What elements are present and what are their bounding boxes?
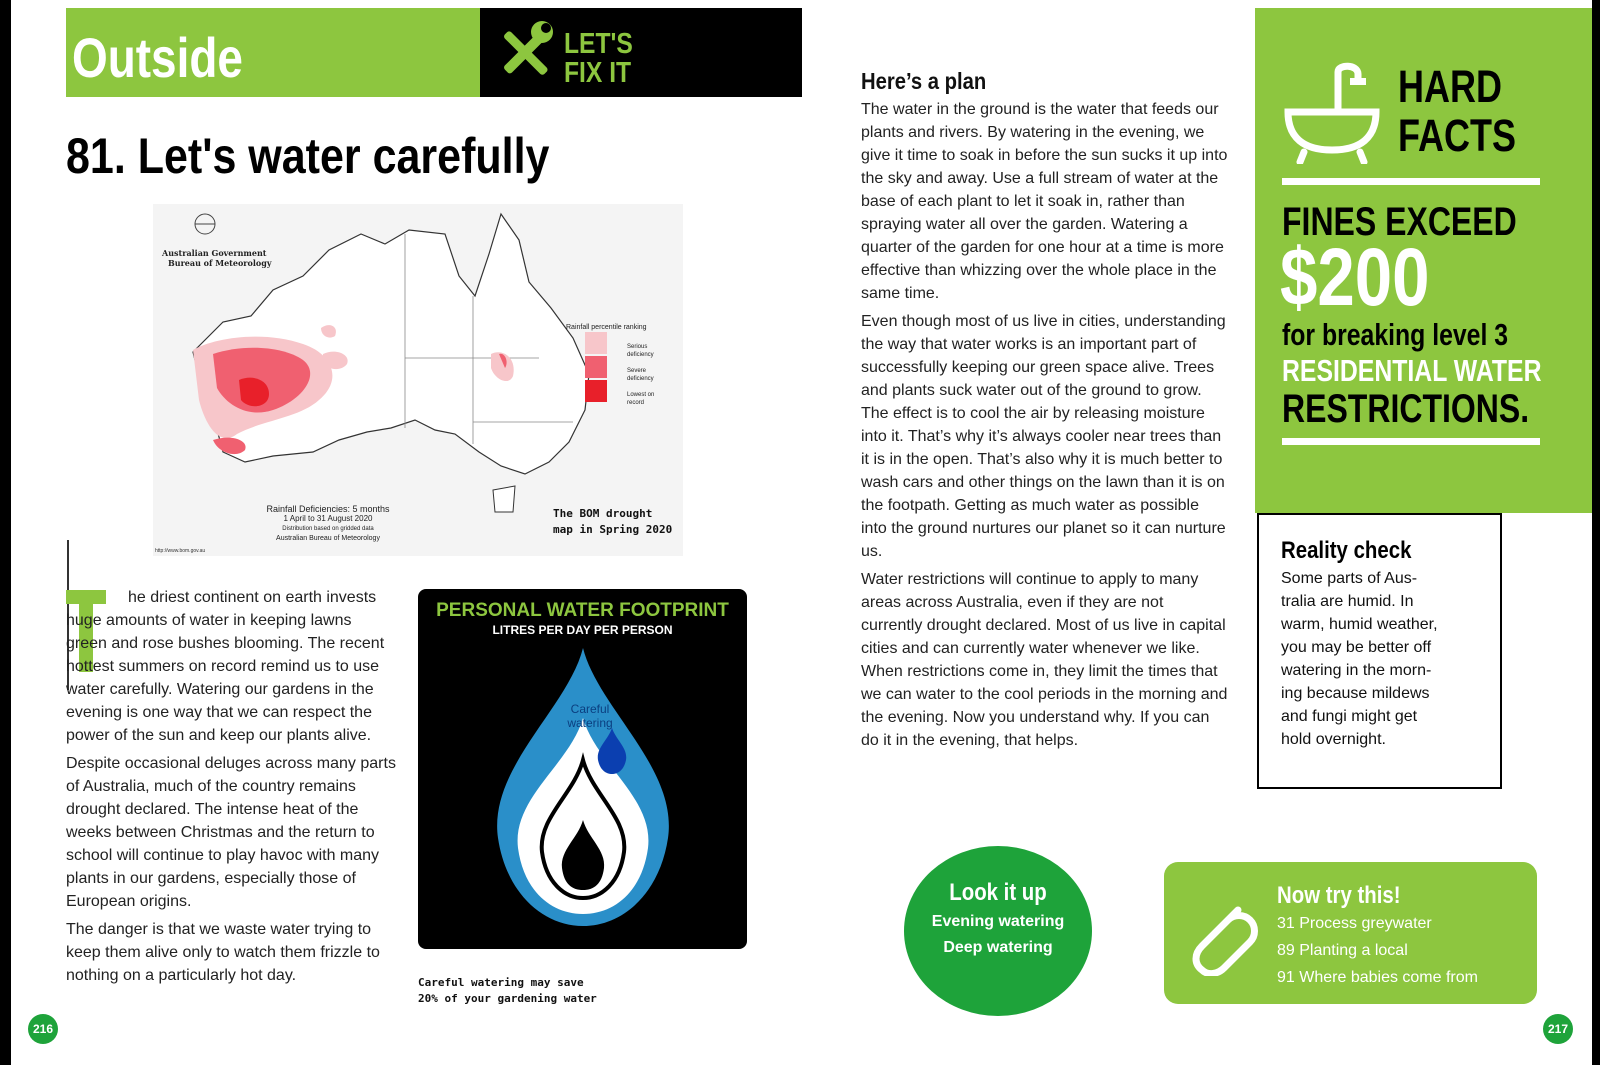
reality-check-heading: Reality check bbox=[1281, 537, 1412, 564]
legend-item-severe: Severe deficiency bbox=[627, 368, 654, 382]
fine-amount: $200 bbox=[1280, 232, 1430, 323]
lets-label: LET'S bbox=[564, 28, 633, 60]
map-legend-title: Rainfall percentile ranking bbox=[566, 324, 647, 331]
reality-check-text: Some parts of Aus- tralia are humid. In warm, humid weather, you may be better off watering in the morn- ing because mildews and fungi might get hold overnight. bbox=[1281, 570, 1438, 748]
poster-title: PERSONAL WATER FOOTPRINT bbox=[436, 600, 729, 621]
map-url: http://www.bom.gov.au bbox=[155, 548, 206, 554]
plan-heading: Here’s a plan bbox=[861, 68, 987, 94]
water-drop-graphic bbox=[488, 648, 678, 928]
page-number-right: 217 bbox=[1543, 1014, 1573, 1044]
level-3-text: for breaking level 3 bbox=[1282, 317, 1509, 352]
look-it-up-heading: Look it up bbox=[949, 879, 1047, 906]
poster-caption: Careful watering may save 20% of your gardening water bbox=[418, 976, 597, 1005]
now-try-this-content bbox=[1277, 882, 1478, 991]
page-number-left: 216 bbox=[28, 1014, 58, 1044]
try-this-link[interactable]: 91 Where babies come from bbox=[1277, 969, 1478, 986]
hard-facts-rule-top bbox=[1282, 178, 1540, 185]
plan-paragraph-3: Water restrictions will continue to apply to many areas across Australia, even if they are not currently drought declared. Most of us live in capital cities and can currently water whenever we like. When restrictions come in, they limit the times that we can water to the cool periods in the morning and the evening. Now you understand why. If you can do it in the evening, that helps. bbox=[861, 571, 1228, 749]
section-title: Outside bbox=[72, 26, 243, 89]
restrictions-text: RESTRICTIONS. bbox=[1282, 387, 1530, 431]
plan-paragraph-2: Even though most of us live in cities, understanding the way that water works is an important part of successfully keeping our green space alive. Trees and plants suck water out of the ground to grow. The effect is to cool the air by releasing moisture into it. That’s why it’s always cooler near trees than it is in the open. That’s also why it is much better to wash cars and other things on the lawn than it is on the footpath. Getting as much water as possible into the ground nurtures our planet so it can nurture us. bbox=[861, 313, 1226, 560]
right-page-edge bbox=[1592, 0, 1600, 1065]
poster-subtitle: LITRES PER DAY PER PERSON bbox=[492, 623, 673, 637]
page-title: 81. Let's water carefully bbox=[66, 128, 550, 184]
plan-text bbox=[861, 98, 1229, 757]
look-it-up-item[interactable]: Evening watering bbox=[931, 913, 1065, 930]
map-caption: The BOM drought map in Spring 2020 bbox=[553, 507, 673, 536]
plan-paragraph-1: The water in the ground is the water that feeds our plants and rivers. By watering in the evening, we give it time to soak in before the sun sucks it up into the sky and away. Use a full stream of water at the base of each plant to let it soak in, rather than spraying water all over the garden. Watering a quarter of the garden for one hour at a time is more effective than whizzing over the whole place in the same time. bbox=[861, 101, 1228, 302]
left-page-edge bbox=[0, 0, 11, 1065]
hard-facts-rule-bottom bbox=[1282, 438, 1540, 445]
fines-exceed-text: FINES EXCEED bbox=[1282, 200, 1517, 244]
legend-item-serious: Serious deficiency bbox=[627, 344, 654, 358]
danger-paragraph: The danger is that we waste water trying to keep them alive only to watch them frizzle to nothing on a particularly hot day. bbox=[66, 921, 380, 984]
try-this-link[interactable]: 31 Process greywater bbox=[1277, 915, 1432, 932]
tools-icon bbox=[492, 20, 556, 84]
paperclip-icon bbox=[1186, 900, 1258, 976]
drop-label: Careful watering bbox=[567, 702, 613, 730]
bom-logo-text: Australian Government Bureau of Meteorology bbox=[162, 248, 272, 268]
hard-facts-label: HARD FACTS bbox=[1398, 61, 1517, 161]
map-footer: Rainfall Deficiencies: 5 months 1 April to 31 August 2020 Distribution based on gridded data Australian Bureau of Meteorology bbox=[266, 504, 390, 542]
intro-paragraph: he driest continent on earth invests huge amounts of water in keeping lawns green and rose bushes blooming. The recent hottest summers on record remind us to use water carefully. Watering our gardens in the evening is one way that we can respect the power of the sun and keep our plants alive. bbox=[66, 589, 385, 744]
drought-paragraph: Despite occasional deluges across many parts of Australia, much of the country remains drought declared. The intense heat of the weeks between Christmas and the return to school will continue to play havoc with many plants in our gardens, especially those of European origins. bbox=[66, 755, 396, 910]
residential-water-text: RESIDENTIAL WATER bbox=[1282, 353, 1542, 388]
fix-it-label: FIX IT bbox=[564, 57, 632, 89]
lets-fix-it-label bbox=[564, 30, 633, 88]
legend-item-lowest: Lowest on record bbox=[627, 392, 655, 406]
look-it-up-item[interactable]: Deep watering bbox=[943, 939, 1053, 956]
look-it-up-content bbox=[904, 879, 1092, 957]
left-column-text bbox=[66, 586, 396, 992]
now-try-this-heading: Now try this! bbox=[1277, 882, 1401, 909]
try-this-link[interactable]: 89 Planting a local bbox=[1277, 942, 1408, 959]
bathtub-icon bbox=[1282, 60, 1382, 164]
